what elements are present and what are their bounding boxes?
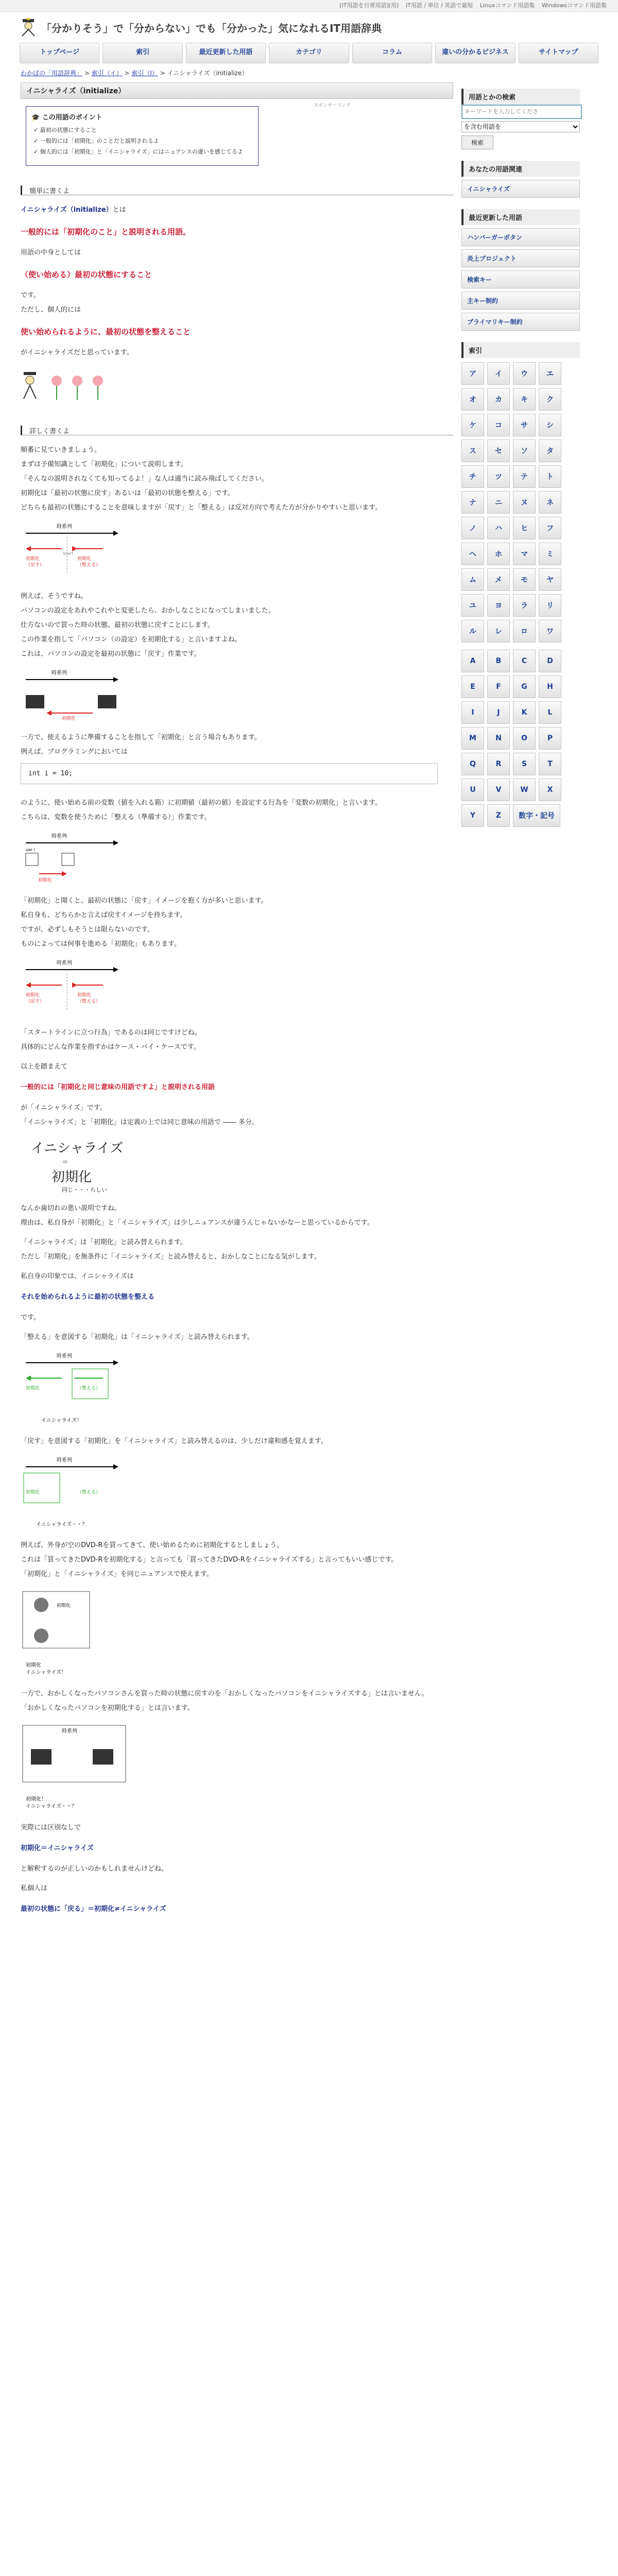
nav-category[interactable]: カテゴリ	[269, 43, 349, 63]
index-kana-ミ[interactable]: ミ	[539, 543, 561, 565]
illus-word-shokika: 初期化	[52, 1170, 92, 1185]
para: のように、使い始める前の変数（値を入れる箱）に初期値（最初の値）を設定する行為を「変数の初期化」と言います。	[21, 799, 382, 807]
index-alpha-T[interactable]: T	[539, 753, 561, 775]
para: どちらも最初の状態にすることを意味しますが「戻す」と「整える」は反対方向で考えた方が分かりやすいと思います。	[21, 504, 382, 512]
index-alpha-E[interactable]: E	[461, 675, 484, 698]
index-kana-シ[interactable]: シ	[539, 414, 561, 436]
main-content: イニシャライズ（initialize） スポンサーリンク 🎓 この用語のポイント ✓ 最初の状態にすること ✓ 一般的には「初期化」のことだと説明されるよ ✓ 個人的には「初期化」と「イニシャライズ」にはニュアンスの違いを感じてるよ 簡単に書くよ イニシャライズ（initialize）とは 一般的には「初期化のこと」と説明される用語。 用語の中身としては （使い始める）最初の状態にすること です。 ただし、個人的には 使い始められるように、最初の状態を整えること がイニシャライズだと思っています。 詳しく書くよ 順番に見ていきましょう。 まずは予備知識として「初期化」について説明します。 「そんなの説明されなくても知ってるよ！」な人は適当に読み飛ばしてください。 初期化は「最初の状態に戻す」あるいは「最初の状態を整える」です。 どちらも最初の状態にすることを意味しますが「戻す」と「整える」は反対方向で考えた方が分かりやすいと思います。 時系列 start 初期化 （戻す） 初期化 （整える） 例えば、そうですね。 パソコンの設定をあれやこれやと変更したら、おかしなことになってしまいました。 仕方ないので買った時の状態、最初の状態に戻すことにします。 この作業を指して「パソコン（の設定）を初期化する」と言いますよね。 これは、パソコンの設定を最初の状態に「戻す」作業です。 時系列 初期化 一方で、使えるように準備することを指して「初期化」と言う場合もあります。 例えば、プログラミングにおいては int i = 10; のように、使い始める前の変数（値を入れる箱）に初期値（最初の値）を設定する行為を「変数の初期化」と言います。 こちらは、変数を使うために「整える（準備する）」作業です。 時系列 var i 初期化 「初期化」と聞くと、最初の状態に「戻す」イメージを抱く方が多いと思います。 私自身も、どちらかと言えば戻すイメージを持ちます。 ですが、必ずしもそうとは限らないのです。 ものによっては何事を進める「初期化」もあります。 時系列 初期化 （戻す） 初期化 （整える） 「スタートラインに立つ行為」であるのは同じですけどね。 具体的にどんな作業を指すかはケース・バイ・ケースです。 以上を踏まえて 一般的には「初期化と同じ意味の用語ですよ」と説明される用語 が「イニシャライズ」です。 「イニシャライズ」と「初期化」は定義の上では同じ意味の用語で ―― 多分。 イニシャライズ ＝ 初期化 同じ・・・らしい なんか歯切れの悪い説明ですね。 理由は、私自身が「初期化」と「イニシャライズ」は少しニュアンスが違うんじゃないかなーと思っているからです。 「イニシャライズ」は「初期化」と読み替えられます。 ただし「初期化」を無条件に「イニシャライズ」と読み替えると、おかしなことになる気がします。 私自身の印象では、イニシャライズは それを始められるように最初の状態を整える です。 「整える」を意図する「初期化」は「イニシャライズ」と読み替えられます。 時系列 初期化 （整える） イニシャライズ！ 「戻す」を意図する「初期化」を「イニシャライズ」と読み替えるのは、少しだけ違和感を覚えます。 時系列 初期化 （整える） イニシャライズ・・？ 例えば、外身が空のDVD-Rを買ってきて、使い始めるために初期化するとしましょう。 これは「買ってきたDVD-Rを初期化する」と言っても「買ってきたDVD-Rをイニシャライズする」と言ってもいい感じです。 「初期化」と「イニシャライズ」を同じニュアンスで使えます。 初期化 初期化 イニシャライズ！ 一方で、おかしくなったパソコンさんを買った時の状態に戻すのを「おかしくなったパソコンをイニシャライズする」とは言いません。 「おかしくなったパソコンを初期化する」とは言います。 時系列 初期化！ イニシャライズ・・？ 実際には区別なしで 初期化＝イニシャライズ と解釈するのが正しいのかもしれませんけどね。 私個人は 最初の状態に「戻る」＝初期化≠イニシャライズ	[21, 82, 453, 1924]
timeline-diagram-2	[21, 959, 453, 1018]
top-link-4[interactable]: Windowsコマンド用語集	[541, 2, 607, 9]
para: 「そんなの説明されなくても知ってるよ！」な人は適当に読み飛ばしてください。	[21, 475, 269, 483]
index-kana-サ[interactable]: サ	[513, 414, 536, 436]
svg-text:時系列: 時系列	[52, 834, 67, 839]
mascot-icon	[24, 372, 36, 399]
flower-icon	[93, 376, 103, 400]
index-alpha-Z[interactable]: Z	[487, 804, 510, 827]
point-item: ✓ 個人的には「初期化」と「イニシャライズ」にはニュアンスの違いを感じてるよ	[33, 148, 243, 155]
svg-text:（整える）: （整える）	[77, 563, 101, 568]
para: 具体的にどんな作業を指すかはケース・バイ・ケースです。	[21, 1043, 200, 1051]
svg-text:初期化: 初期化	[57, 1603, 71, 1608]
index-kana-ネ[interactable]: ネ	[539, 491, 561, 514]
sidebar-recent-title: 最近更新した用語	[461, 209, 580, 225]
index-alpha-J[interactable]: J	[487, 701, 510, 724]
variable-diagram	[21, 833, 453, 886]
index-alpha-A[interactable]: A	[461, 650, 484, 672]
index-kana-ソ[interactable]: ソ	[513, 439, 536, 462]
point-heading: 🎓 この用語のポイント	[31, 114, 102, 122]
mascot-small-icon: 🎓	[31, 114, 40, 122]
svg-text:初期化: 初期化	[77, 556, 92, 562]
para: 例えば、外身が空のDVD-Rを買ってきて、使い始めるために初期化するとしましょう。	[21, 1541, 284, 1549]
para: 私個人は	[21, 1885, 48, 1892]
para: 以上を踏まえて	[21, 1063, 68, 1071]
svg-text:初期化: 初期化	[62, 716, 76, 721]
para: ただし「初期化」を無条件に「イニシャライズ」と読み替えると、おかしなことになる気がします。	[21, 1253, 321, 1261]
index-kana-ウ[interactable]: ウ	[513, 362, 536, 385]
para: 順番に見ていきましょう。	[21, 446, 101, 454]
para: がイニシャライズだと思っています。	[21, 349, 133, 357]
top-link-2[interactable]: IT用語 / 単位 / 英語で最短	[405, 2, 473, 9]
code-block: int i = 10;	[21, 763, 438, 784]
illus-caption: 同じ・・・らしい	[62, 1187, 107, 1193]
pc-broken-icon	[93, 1749, 113, 1765]
emphasis-5: それを始められるように最初の状態を整える	[21, 1293, 155, 1301]
svg-text:初期化: 初期化	[26, 556, 40, 562]
para: 初期化は「最初の状態に戻す」あるいは「最初の状態を整える」です。	[21, 489, 234, 497]
index-kana-ノ[interactable]: ノ	[461, 517, 484, 539]
index-alpha-F[interactable]: F	[487, 675, 510, 698]
index-kana-マ[interactable]: マ	[513, 543, 536, 565]
recent-item[interactable]: ハンバーガーボタン	[461, 228, 580, 246]
index-alpha-U[interactable]: U	[461, 778, 484, 801]
index-kana-コ[interactable]: コ	[487, 414, 510, 436]
index-kana-ナ[interactable]: ナ	[461, 491, 484, 514]
section-heading-simple: 簡単に書くよ	[21, 185, 453, 195]
dvd-diagram	[21, 1589, 453, 1679]
emphasis-6: 初期化＝イニシャライズ	[21, 1844, 94, 1852]
nav-column[interactable]: コラム	[352, 43, 432, 63]
index-kana-ヨ[interactable]: ヨ	[487, 594, 510, 617]
illus-word-initialize: イニシャライズ	[31, 1141, 124, 1156]
timeline-diagram-1	[21, 523, 453, 582]
index-kana-ル[interactable]: ル	[461, 620, 484, 642]
flower-icon	[72, 376, 82, 400]
para: 例えば、プログラミングにおいては	[21, 748, 128, 756]
svg-text:イニシャライズ！: イニシャライズ！	[41, 1418, 82, 1423]
index-kana-ト[interactable]: ト	[539, 465, 561, 488]
index-kana-リ[interactable]: リ	[539, 594, 561, 617]
index-kana-ニ[interactable]: ニ	[487, 491, 510, 514]
initialize-ok-diagram	[21, 1352, 453, 1427]
index-alpha-G[interactable]: G	[513, 675, 536, 698]
index-kana-エ[interactable]: エ	[539, 362, 561, 385]
svg-text:（戻す）: （戻す）	[26, 999, 45, 1004]
timeline-label: 時系列	[57, 524, 72, 530]
flower-illustration	[21, 368, 453, 406]
para: これは、パソコンの設定を最初の状態に「戻す」作業です。	[21, 650, 201, 658]
svg-text:時系列: 時系列	[52, 670, 67, 676]
index-alpha-K[interactable]: K	[513, 701, 536, 724]
index-kana-ハ[interactable]: ハ	[487, 517, 510, 539]
para: ただし、個人的には	[21, 306, 81, 314]
index-kana-ツ[interactable]: ツ	[487, 465, 510, 488]
index-kana-メ[interactable]: メ	[487, 568, 510, 591]
index-kana-ク[interactable]: ク	[539, 388, 561, 411]
index-alpha-M[interactable]: M	[461, 727, 484, 750]
para: 「イニシャライズ」は「初期化」と読み替えられます。	[21, 1239, 187, 1246]
breadcrumb-index2[interactable]: 索引（I）	[131, 70, 158, 77]
search-input[interactable]	[461, 105, 582, 119]
index-alpha-B[interactable]: B	[487, 650, 510, 672]
svg-text:時系列: 時系列	[62, 1728, 77, 1734]
para: こちらは、変数を使うために「整える（準備する）」作業です。	[21, 814, 211, 821]
emphasis-1: 一般的には「初期化のこと」と説明される用語。	[21, 227, 191, 236]
lead-term: イニシャライズ（initialize）	[21, 206, 113, 214]
start-label: start	[63, 551, 74, 556]
index-alpha-O[interactable]: O	[513, 727, 536, 750]
para: まずは予備知識として「初期化」について説明します。	[21, 461, 187, 468]
breadcrumb-home[interactable]: わかばの「用語辞典」	[21, 70, 83, 77]
index-numsym[interactable]: 数字・記号	[513, 804, 560, 827]
svg-text:時系列: 時系列	[57, 960, 72, 966]
nav-index[interactable]: 索引	[102, 43, 182, 63]
svg-text:（整える）: （整える）	[77, 1490, 101, 1495]
recent-item[interactable]: 炎上プロジェクト	[461, 249, 580, 267]
check-icon: ✓	[33, 127, 39, 133]
index-kana-テ[interactable]: テ	[513, 465, 536, 488]
index-kana-ユ[interactable]: ユ	[461, 594, 484, 617]
index-kana-オ[interactable]: オ	[461, 388, 484, 411]
index-alpha-L[interactable]: L	[539, 701, 561, 724]
para: これは「買ってきたDVD-Rを初期化する」と言っても「買ってきたDVD-Rをイニシャライズする」と言ってもいい感じです。	[21, 1556, 398, 1564]
para: 例えば、そうですね。	[21, 592, 88, 600]
svg-text:イニシャライズ・・？: イニシャライズ・・？	[36, 1522, 87, 1528]
index-kana-ヒ[interactable]: ヒ	[513, 517, 536, 539]
para: 「初期化」と聞くと、最初の状態に「戻す」イメージを抱く方が多いと思います。	[21, 897, 268, 905]
equal-illustration	[21, 1138, 453, 1194]
svg-text:（整える）: （整える）	[77, 999, 101, 1004]
para: 「スタートラインに立つ行為」であるのは同じですけどね。	[21, 1029, 201, 1037]
site-title[interactable]: 「分かりそう」で「分からない」でも「分かった」気になれるIT用語辞典	[41, 22, 382, 35]
breadcrumb: わかばの「用語辞典」 > 索引（イ） > 索引（I） > イニシャライズ（initialize）	[21, 70, 248, 77]
index-kana-ラ[interactable]: ラ	[513, 594, 536, 617]
recent-item[interactable]: 検索キー	[461, 270, 580, 289]
nav-recent[interactable]: 最近更新した用語	[186, 43, 266, 63]
emphasis-2: （使い始める）最初の状態にすること	[21, 270, 152, 279]
para: ですが、必ずしもそうとは限らないのです。	[21, 926, 154, 934]
para: 実際には区別なしで	[21, 1824, 81, 1832]
svg-text:初期化！: 初期化！	[26, 1797, 46, 1802]
pc-icon	[26, 695, 44, 708]
check-icon: ✓	[33, 148, 39, 155]
index-alpha-R[interactable]: R	[487, 753, 510, 775]
index-kana-ヌ[interactable]: ヌ	[513, 491, 536, 514]
sidebar-search-title: 用語とかの検索	[461, 89, 580, 105]
index-kana-ケ[interactable]: ケ	[461, 414, 484, 436]
alpha-index	[461, 650, 580, 827]
svg-text:初期化: 初期化	[26, 1386, 40, 1391]
index-alpha-V[interactable]: V	[487, 778, 510, 801]
point-item: ✓ 最初の状態にすること	[33, 127, 97, 133]
para: 「初期化」と「イニシャライズ」を同じニュアンスで使えます。	[21, 1570, 213, 1578]
site-header	[0, 12, 618, 43]
para: 一方で、使えるように準備することを指して「初期化」と言う場合もあります。	[21, 734, 261, 741]
para: です。	[21, 1314, 40, 1321]
index-kana-タ[interactable]: タ	[539, 439, 561, 462]
recent-item[interactable]: プライマリキー制約	[461, 313, 580, 331]
related-item[interactable]: イニシャライズ	[461, 180, 580, 198]
search-mode-select[interactable]	[461, 121, 580, 132]
index-kana-ヤ[interactable]: ヤ	[539, 568, 561, 591]
index-kana-カ[interactable]: カ	[487, 388, 510, 411]
svg-text:時系列: 時系列	[57, 1458, 72, 1463]
svg-text:var i: var i	[26, 848, 35, 852]
nav-top[interactable]: トップページ	[20, 43, 99, 63]
para: 「イニシャライズ」と「初期化」は定義の上では同じ意味の用語で ―― 多分。	[21, 1118, 259, 1126]
sidebar-related-title: あなたの用語関連	[461, 161, 580, 177]
index-alpha-H[interactable]: H	[539, 675, 561, 698]
para: と解釈するのが正しいのかもしれませんけどね。	[21, 1865, 168, 1873]
page-title: イニシャライズ（initialize）	[21, 82, 453, 99]
check-icon: ✓	[33, 138, 39, 144]
emphasis-3: 使い始められるように、最初の状態を整えること	[21, 327, 191, 336]
pc-icon	[31, 1749, 52, 1765]
mascot-icon[interactable]	[20, 18, 37, 37]
emphasis-4: 一般的には「初期化と同じ意味の用語ですよ」と説明される用語	[21, 1083, 215, 1091]
index-kana-ロ[interactable]: ロ	[513, 620, 536, 642]
sponsor-label: スポンサーリンク	[314, 103, 351, 108]
index-alpha-X[interactable]: X	[539, 778, 561, 801]
recent-item[interactable]: 主キー制約	[461, 292, 580, 310]
flower-icon	[52, 376, 62, 400]
dvd-icon	[34, 1598, 48, 1612]
top-link-3[interactable]: Linuxコマンド用語集	[479, 2, 535, 9]
index-kana-イ[interactable]: イ	[487, 362, 510, 385]
svg-text:初期化: 初期化	[26, 1663, 41, 1668]
svg-text:（戻す）: （戻す）	[26, 563, 45, 568]
point-box	[26, 103, 351, 166]
index-alpha-C[interactable]: C	[513, 650, 536, 672]
pc-broken-icon	[98, 695, 116, 708]
breadcrumb-index[interactable]: 索引（イ）	[91, 70, 123, 77]
section-heading-detail: 詳しく書くよ	[21, 426, 453, 435]
sidebar-index-title: 索引	[461, 342, 580, 358]
para: 一方で、おかしくなったパソコンさんを買った時の状態に戻すのを「おかしくなったパソコンをイニシャライズする」とは言いません。	[21, 1690, 428, 1698]
index-alpha-D[interactable]: D	[539, 650, 561, 672]
dvd-icon	[34, 1629, 48, 1643]
index-alpha-Q[interactable]: Q	[461, 753, 484, 775]
top-link-1[interactable]: [IT用語を日常用語](用)	[339, 2, 399, 9]
para: 「おかしくなったパソコンを初期化する」とは言います。	[21, 1704, 194, 1712]
index-alpha-N[interactable]: N	[487, 727, 510, 750]
search-button[interactable]: 検索	[461, 135, 493, 149]
para: この作業を指して「パソコン（の設定）を初期化する」と言いますよね。	[21, 636, 242, 643]
index-alpha-P[interactable]: P	[539, 727, 561, 750]
index-kana-モ[interactable]: モ	[513, 568, 536, 591]
global-nav	[0, 43, 618, 63]
index-alpha-S[interactable]: S	[513, 753, 536, 775]
index-kana-ヘ[interactable]: ヘ	[461, 543, 484, 565]
index-kana-ム[interactable]: ム	[461, 568, 484, 591]
svg-text:イニシャライズ！: イニシャライズ！	[26, 1670, 66, 1675]
index-kana-レ[interactable]: レ	[487, 620, 510, 642]
nav-sitemap[interactable]: サイトマップ	[519, 43, 598, 63]
pc-timeline-diagram	[21, 669, 453, 723]
initialize-q-diagram	[21, 1456, 453, 1531]
para: です。	[21, 292, 40, 299]
para: パソコンの設定をあれやこれやと変更したら、おかしなことになってしまいました。	[21, 607, 275, 615]
para: 理由は、私自身が「初期化」と「イニシャライズ」は少しニュアンスが違うんじゃないかなーと思っているからです。	[21, 1219, 374, 1227]
svg-text:初期化: 初期化	[38, 878, 53, 883]
illus-equal: ＝	[62, 1159, 69, 1166]
index-alpha-W[interactable]: W	[513, 778, 536, 801]
index-kana-チ[interactable]: チ	[461, 465, 484, 488]
index-kana-ワ[interactable]: ワ	[539, 620, 561, 642]
para: が「イニシャライズ」です。	[21, 1104, 107, 1112]
top-strip	[0, 0, 618, 12]
breadcrumb-current: イニシャライズ（initialize）	[167, 70, 248, 77]
index-kana-ホ[interactable]: ホ	[487, 543, 510, 565]
para: 私自身の印象では、イニシャライズは	[21, 1273, 134, 1280]
index-kana-フ[interactable]: フ	[539, 517, 561, 539]
pc-reset-diagram	[21, 1723, 453, 1813]
index-kana-ス[interactable]: ス	[461, 439, 484, 462]
para: 「整える」を意図する「初期化」は「イニシャライズ」と読み替えられます。	[21, 1333, 254, 1341]
svg-text:イニシャライズ・・？: イニシャライズ・・？	[26, 1804, 77, 1809]
para: ものによっては何事を進める「初期化」もあります。	[21, 940, 181, 948]
para: 「戻す」を意図する「初期化」を「イニシャライズ」と読み替えるのは、少しだけ違和感を覚えます。	[21, 1437, 328, 1445]
svg-text:時系列: 時系列	[57, 1353, 72, 1359]
sidebar	[461, 82, 580, 1924]
kana-index	[461, 362, 580, 642]
emphasis-7: 最初の状態に「戻る」＝初期化≠イニシャライズ	[21, 1905, 166, 1913]
para: 私自身も、どちらかと言えば戻すイメージを持ちます。	[21, 911, 187, 919]
svg-text:（整える）: （整える）	[77, 1386, 101, 1391]
para: 仕方ないので買った時の状態、最初の状態に戻すことにします。	[21, 621, 214, 629]
index-kana-ア[interactable]: ア	[461, 362, 484, 385]
svg-text:初期化: 初期化	[26, 993, 40, 998]
index-alpha-Y[interactable]: Y	[461, 804, 484, 827]
index-alpha-I[interactable]: I	[461, 701, 484, 724]
svg-text:初期化: 初期化	[26, 1490, 40, 1495]
para: 用語の中身としては	[21, 249, 81, 257]
index-kana-キ[interactable]: キ	[513, 388, 536, 411]
index-kana-セ[interactable]: セ	[487, 439, 510, 462]
nav-business[interactable]: 違いの分かるビジネス	[435, 43, 515, 63]
point-item: ✓ 一般的には「初期化」のことだと説明されるよ	[33, 138, 159, 144]
svg-text:初期化: 初期化	[77, 993, 92, 998]
para: なんか歯切れの悪い説明ですね。	[21, 1205, 122, 1212]
